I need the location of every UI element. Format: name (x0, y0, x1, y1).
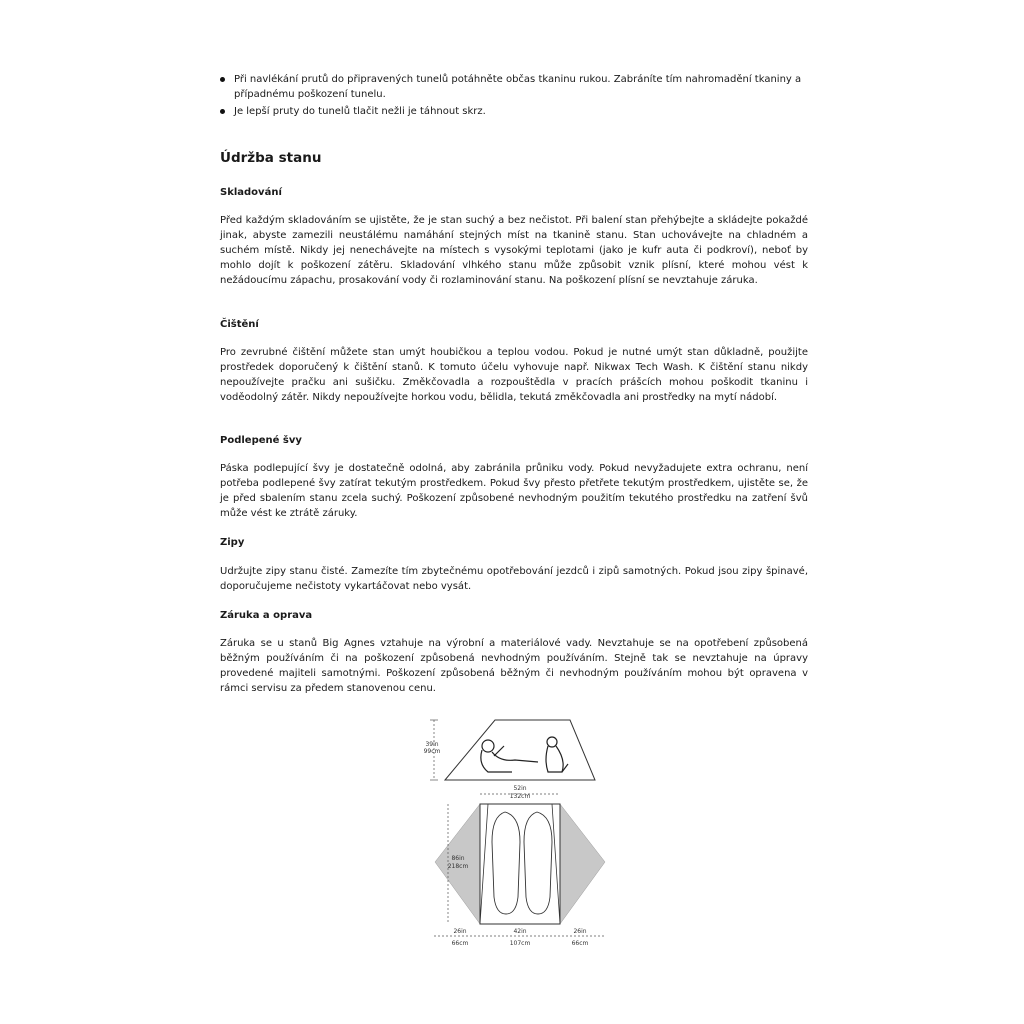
heading-seams: Podlepené švy (220, 435, 302, 446)
height-in-label: 39in (425, 741, 439, 748)
bullet-list (220, 72, 808, 121)
paragraph-storage: Před každým skladováním se ujistěte, že je stan suchý a bez nečistot. Při balení stan přehýbejte a skládejte pokaždé jinak, abyste zamezili neustálému namáhání stejných míst na tkanině stanu. Stan uchovávejte na chladném a suchém místě. Nikdy jej nenechávejte na místech s vysokými teplotami (jako je kufr auta či podkroví), neboť by mohlo dojít k poškození zátěru. Skladování vlhkého stanu může způsobit vznik plísní, které mohou vést k nežádoucímu zápachu, prosakování vody či rozlaminování stanu. Na poškození plísní se nevztahuje záruka. (220, 215, 808, 286)
section-title: Údržba stanu (220, 150, 322, 166)
width-top-cm-label: 132cm (509, 793, 531, 800)
height-cm-label: 99cm (423, 748, 441, 755)
paragraph-seams: Páska podlepující švy je dostatečně odolná, aby zabránila průniku vody. Pokud nevyžadujete extra ochranu, není potřeba podlepené švy zatírat tekutým prostředkem. Pokud švy přesto přetřete tekutým prostředkem, ujistěte se, že je před sbalením stanu zcela suchý. Poškození způsobené nevhodným použitím tekutého prostředku na zatření švů může vést ke ztrátě záruky. (220, 463, 808, 519)
width-top-in-label: 52in (513, 785, 527, 792)
tent-side-view (424, 720, 595, 780)
bullet-item: Při navlékání prutů do připravených tunelů potáhněte občas tkaninu rukou. Zabráníte tím nahromadění tkaniny a případnému poškození tunelu. (220, 72, 808, 102)
vestibule-right (560, 804, 605, 924)
vestibule-left-in-label: 26in (453, 928, 467, 935)
length-in-label: 86in (451, 855, 465, 862)
floor-width-in-label: 42in (513, 928, 527, 935)
length-cm-label: 218cm (447, 863, 469, 870)
heading-cleaning: Čištění (220, 319, 259, 330)
tent-dimensions-diagram (420, 712, 620, 952)
paragraph-zippers: Udržujte zipy stanu čisté. Zamezíte tím zbytečnému opotřebování jezdců i zipů samotných. Pokud jsou zipy špinavé, doporučujeme nečistoty vykartáčovat nebo vysát. (220, 566, 808, 592)
floor-width-cm-label: 107cm (509, 940, 531, 947)
vestibule-right-cm-label: 66cm (571, 940, 589, 947)
paragraph-warranty: Záruka se u stanů Big Agnes vztahuje na výrobní a materiálové vady. Nevztahuje se na opotřebení způsobená běžným používáním či na poškození způsobená nevhodným používáním. Stejně tak se nevztahuje na úpravy provedené majiteli samotnými. Poškození způsobená běžným či nevhodným používáním mohou být opravena v rámci servisu za předem stanovenou cenu. (220, 638, 808, 694)
person-icon (481, 740, 538, 772)
bullet-item: Je lepší pruty do tunelů tlačit nežli je táhnout skrz. (220, 104, 808, 119)
heading-storage: Skladování (220, 187, 282, 198)
heading-warranty: Záruka a oprava (220, 610, 313, 621)
bullet-icon (220, 109, 225, 114)
vestibule-right-in-label: 26in (573, 928, 587, 935)
paragraph-cleaning: Pro zevrubné čištění můžete stan umýt houbičkou a teplou vodou. Pokud je nutné umýt stan důkladně, použijte prostředek doporučený k čištění stanů. K tomuto účelu vyhovuje např. Nikwax Tech Wash. K čištění stanu nikdy nepoužívejte pračku ani sušičku. Změkčovadla a rozpouštědla v pracích prášcích mohou poškodit tkaninu i voděodolný zátěr. Nikdy nepoužívejte horkou vodu, bělidla, tekutá změkčovadla ani prostředky na mytí nádobí. (220, 347, 808, 403)
tent-floor-plan (434, 785, 606, 947)
heading-zippers: Zipy (220, 537, 245, 548)
dog-icon (546, 737, 568, 772)
bullet-icon (220, 77, 225, 82)
vestibule-left-cm-label: 66cm (451, 940, 469, 947)
